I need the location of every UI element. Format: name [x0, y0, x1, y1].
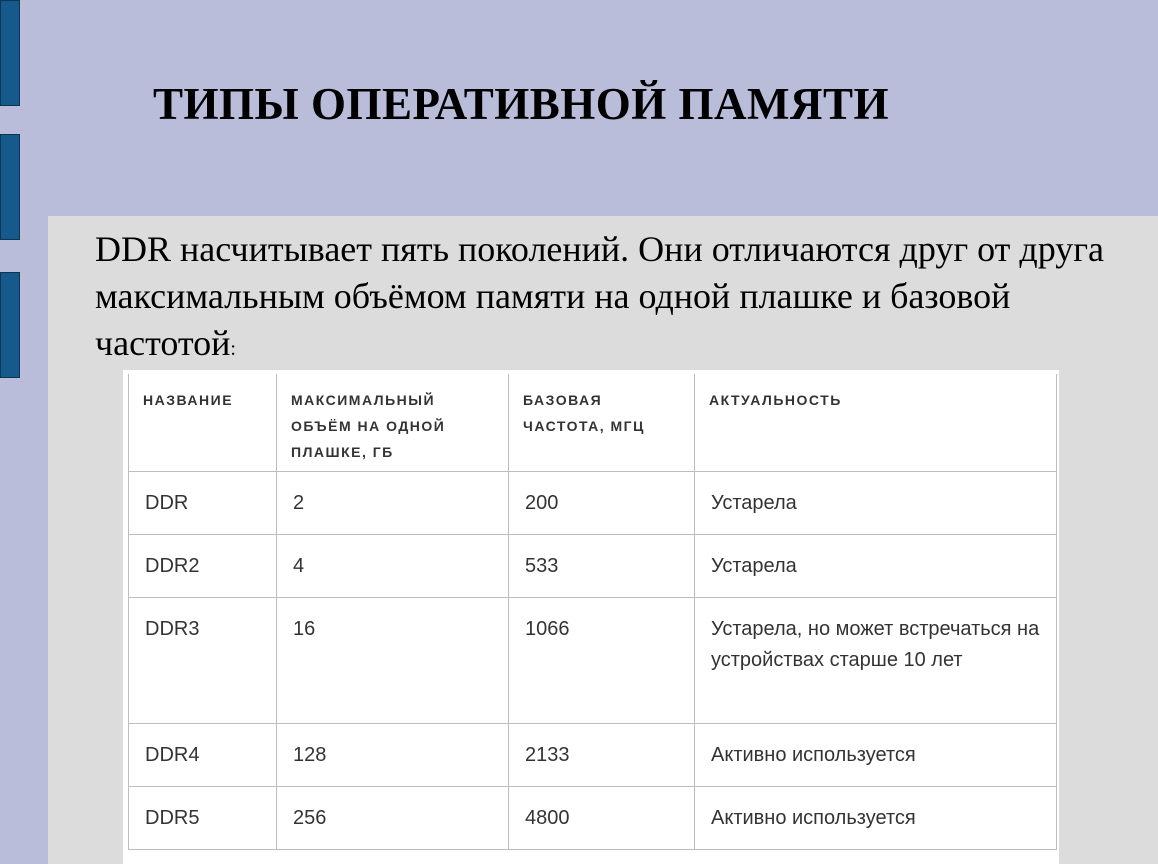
intro-sentence: DDR насчитывает пять поколений. Они отличаются друг от друга максимальным объёмом памяти на одной плашке и базовой частотой: [95, 229, 1104, 363]
header-base-frequency: БАЗОВАЯ ЧАСТОТА, МГЦ: [509, 374, 695, 472]
table-row: [129, 472, 1057, 535]
ram-types-table: [128, 374, 1057, 850]
header-name: НАЗВАНИЕ: [129, 374, 277, 472]
cell-relevance: Устарела, но может встречаться на устройствах старше 10 лет: [695, 598, 1057, 724]
table-row: [129, 598, 1057, 724]
cell-capacity: 2: [277, 472, 509, 535]
cell-capacity: 128: [277, 724, 509, 787]
cell-frequency: 533: [509, 535, 695, 598]
intro-colon: :: [230, 338, 236, 360]
cell-frequency: 200: [509, 472, 695, 535]
cell-capacity: 4: [277, 535, 509, 598]
table-row: [129, 724, 1057, 787]
table-header-row: [129, 374, 1057, 472]
cell-name: DDR2: [129, 535, 277, 598]
cell-name: DDR4: [129, 724, 277, 787]
cell-capacity: 16: [277, 598, 509, 724]
cell-name: DDR3: [129, 598, 277, 724]
table-row: [129, 787, 1057, 850]
cell-capacity: 256: [277, 787, 509, 850]
slide-title: ТИПЫ ОПЕРАТИВНОЙ ПАМЯТИ: [153, 79, 890, 129]
cell-frequency: 4800: [509, 787, 695, 850]
intro-text: [95, 226, 1135, 373]
table-row: [129, 535, 1057, 598]
cell-relevance: Активно используется: [695, 724, 1057, 787]
accent-bar-bottom: [0, 272, 20, 378]
ram-table-container: [123, 370, 1059, 864]
cell-frequency: 1066: [509, 598, 695, 724]
cell-name: DDR: [129, 472, 277, 535]
cell-relevance: Активно используется: [695, 787, 1057, 850]
cell-relevance: Устарела: [695, 472, 1057, 535]
accent-bar-top: [0, 0, 20, 106]
cell-name: DDR5: [129, 787, 277, 850]
header-relevance: АКТУАЛЬНОСТЬ: [695, 374, 1057, 472]
cell-relevance: Устарела: [695, 535, 1057, 598]
accent-bar-middle: [0, 134, 20, 240]
cell-frequency: 2133: [509, 724, 695, 787]
header-max-capacity: МАКСИМАЛЬНЫЙ ОБЪЁМ НА ОДНОЙ ПЛАШКЕ, ГБ: [277, 374, 509, 472]
